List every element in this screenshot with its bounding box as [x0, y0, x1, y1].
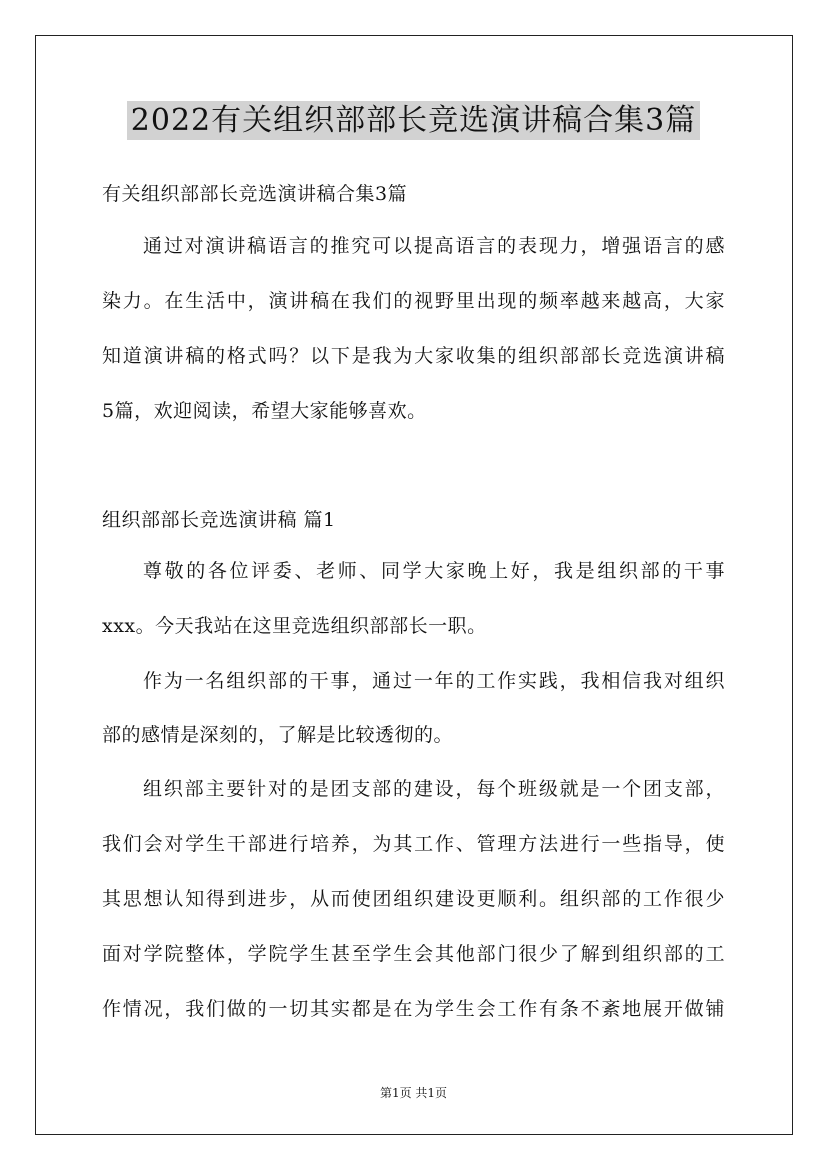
para3-line-2: 我们会对学生干部进行培养，为其工作、管理方法进行一些指导，使 — [102, 833, 725, 855]
para2-line-2: 部的感情是深刻的，了解是比较透彻的。 — [102, 724, 454, 746]
para3-line-3: 其思想认知得到进步，从而使团组织建设更顺利。组织部的工作很少 — [102, 888, 725, 910]
para1-line-1: 尊敬的各位评委、老师、同学大家晚上好，我是组织部的干事 — [143, 560, 725, 582]
intro-line-3: 知道演讲稿的格式吗？以下是我为大家收集的组织部部长竞选演讲稿 — [102, 345, 725, 367]
section-heading: 组织部部长竞选演讲稿 篇1 — [102, 509, 336, 531]
para3-line-4: 面对学院整体，学院学生甚至学生会其他部门很少了解到组织部的工 — [102, 943, 725, 965]
intro-line-1: 通过对演讲稿语言的推究可以提高语言的表现力，增强语言的感 — [143, 235, 725, 257]
document-subtitle: 有关组织部部长竞选演讲稿合集3篇 — [102, 183, 408, 205]
para2-line-1: 作为一名组织部的干事，通过一年的工作实践，我相信我对组织 — [143, 670, 725, 692]
intro-line-4: 5篇，欢迎阅读，希望大家能够喜欢。 — [102, 400, 427, 422]
para3-line-1: 组织部主要针对的是团支部的建设，每个班级就是一个团支部， — [143, 778, 725, 800]
para1-line-2: xxx。今天我站在这里竞选组织部部长一职。 — [102, 615, 487, 637]
page-footer: 第1页 共1页 — [379, 1086, 448, 1100]
para3-line-5: 作情况，我们做的一切其实都是在为学生会工作有条不紊地展开做铺 — [102, 998, 725, 1020]
document-title: 2022有关组织部部长竞选演讲稿合集3篇 — [0, 96, 827, 146]
intro-line-2: 染力。在生活中，演讲稿在我们的视野里出现的频率越来越高，大家 — [102, 290, 725, 312]
